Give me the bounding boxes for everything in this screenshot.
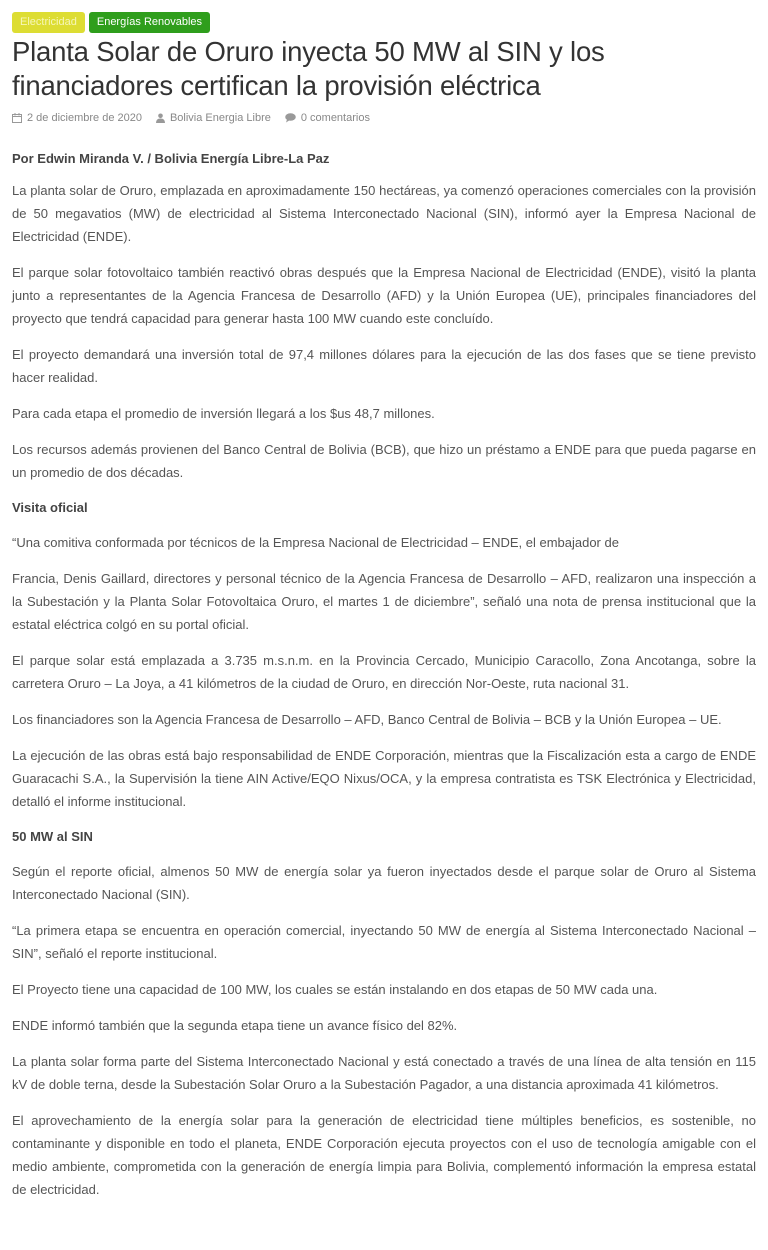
paragraph: Los recursos además provienen del Banco Central de Bolivia (BCB), que hizo un préstamo a ENDE para que pueda pagarse en un promedio de dos décadas. — [12, 442, 756, 480]
section-heading: 50 MW al SIN — [12, 829, 93, 844]
category-tags — [12, 12, 756, 33]
comment-icon — [285, 113, 296, 123]
user-icon — [156, 113, 165, 123]
paragraph: ENDE informó también que la segunda etapa tiene un avance físico del 82%. — [12, 1018, 458, 1033]
article-byline: Por Edwin Miranda V. / Bolivia Energía Libre-La Paz — [12, 151, 330, 166]
paragraph: El proyecto demandará una inversión total de 97,4 millones dólares para la ejecución de las dos fases que se tiene previsto hacer realidad. — [12, 347, 756, 385]
meta-comments[interactable] — [285, 112, 370, 124]
paragraph: La planta solar forma parte del Sistema Interconectado Nacional y está conectado a través de una línea de alta tensión en 115 kV de doble terna, desde la Subestación Solar Oruro a la Subestación Pagador, a una distancia aproximada 41 kilómetros. — [12, 1054, 756, 1092]
tag-electricidad[interactable]: Electricidad — [12, 12, 85, 33]
paragraph: El parque solar está emplazada a 3.735 m.s.n.m. en la Provincia Cercado, Municipio Caracollo, Zona Ancotanga, sobre la carretera Oruro – La Joya, a 41 kilómetros de la ciudad de Oruro, en dirección Nor-Oeste, ruta nacional 31. — [12, 653, 756, 691]
meta-comments-text: 0 comentarios — [300, 112, 370, 124]
paragraph: Francia, Denis Gaillard, directores y personal técnico de la Agencia Francesa de Desarrollo – AFD, realizaron una inspección a la Subestación y la Planta Solar Fotovoltaica Oruro, el martes 1 de diciembre”, señaló una nota de prensa institucional que la estatal eléctrica colgó en su portal oficial. — [12, 571, 756, 632]
meta-date[interactable] — [12, 112, 142, 124]
paragraph: Según el reporte oficial, almenos 50 MW de energía solar ya fueron inyectados desde el parque solar de Oruro al Sistema Interconectado Nacional (SIN). — [12, 864, 756, 902]
paragraph: El Proyecto tiene una capacidad de 100 MW, los cuales se están instalando en dos etapas de 50 MW cada una. — [12, 982, 658, 997]
calendar-icon — [12, 113, 22, 123]
paragraph: La ejecución de las obras está bajo responsabilidad de ENDE Corporación, mientras que la Fiscalización esta a cargo de ENDE Guaracachi S.A., la Supervisión la tiene AIN Active/EQO Nixus/OCA, y la empresa contratista es TSK Electrónica y Electricidad, detalló el informe institucional. — [12, 748, 756, 809]
paragraph: “La primera etapa se encuentra en operación comercial, inyectando 50 MW de energía al Sistema Interconectado Nacional – SIN”, señaló el reporte institucional. — [12, 923, 756, 961]
paragraph: Los financiadores son la Agencia Francesa de Desarrollo – AFD, Banco Central de Bolivia – BCB y la Unión Europea – UE. — [12, 712, 722, 727]
paragraph: El parque solar fotovoltaico también reactivó obras después que la Empresa Nacional de Electricidad (ENDE), visitó la planta junto a representantes de la Agencia Francesa de Desarrollo (AFD) y la Unión Europea (UE), principales financiadores del proyecto que tendrá capacidad para generar hasta 100 MW cuando este concluído. — [12, 265, 756, 326]
article-body — [12, 179, 756, 1201]
meta-author-text: Bolivia Energia Libre — [169, 112, 271, 124]
article-meta — [12, 110, 756, 126]
tag-energias-renovables[interactable]: Energías Renovables — [89, 12, 210, 33]
meta-author[interactable] — [156, 112, 271, 124]
paragraph: La planta solar de Oruro, emplazada en aproximadamente 150 hectáreas, ya comenzó operaciones comerciales con la provisión de 50 megavatios (MW) de electricidad al Sistema Interconectado Nacional (SIN), informó ayer la Empresa Nacional de Electricidad (ENDE). — [12, 183, 756, 244]
paragraph: Para cada etapa el promedio de inversión llegará a los $us 48,7 millones. — [12, 406, 435, 421]
section-heading: Visita oficial — [12, 500, 88, 515]
paragraph: El aprovechamiento de la energía solar para la generación de electricidad tiene múltiples beneficios, es sostenible, no contaminante y disponible en todo el planeta, ENDE Corporación ejecuta proyectos con el uso de tecnología amigable con el medio ambiente, comprometida con la generación de energía limpia para Bolivia, complementó información la empresa estatal de electricidad. — [12, 1113, 756, 1197]
paragraph: “Una comitiva conformada por técnicos de la Empresa Nacional de Electricidad – ENDE, el embajador de — [12, 535, 619, 550]
meta-date-text: 2 de diciembre de 2020 — [27, 112, 142, 124]
article-title: Planta Solar de Oruro inyecta 50 MW al SIN y los financiadores certifican la provisión eléctrica — [12, 36, 605, 101]
